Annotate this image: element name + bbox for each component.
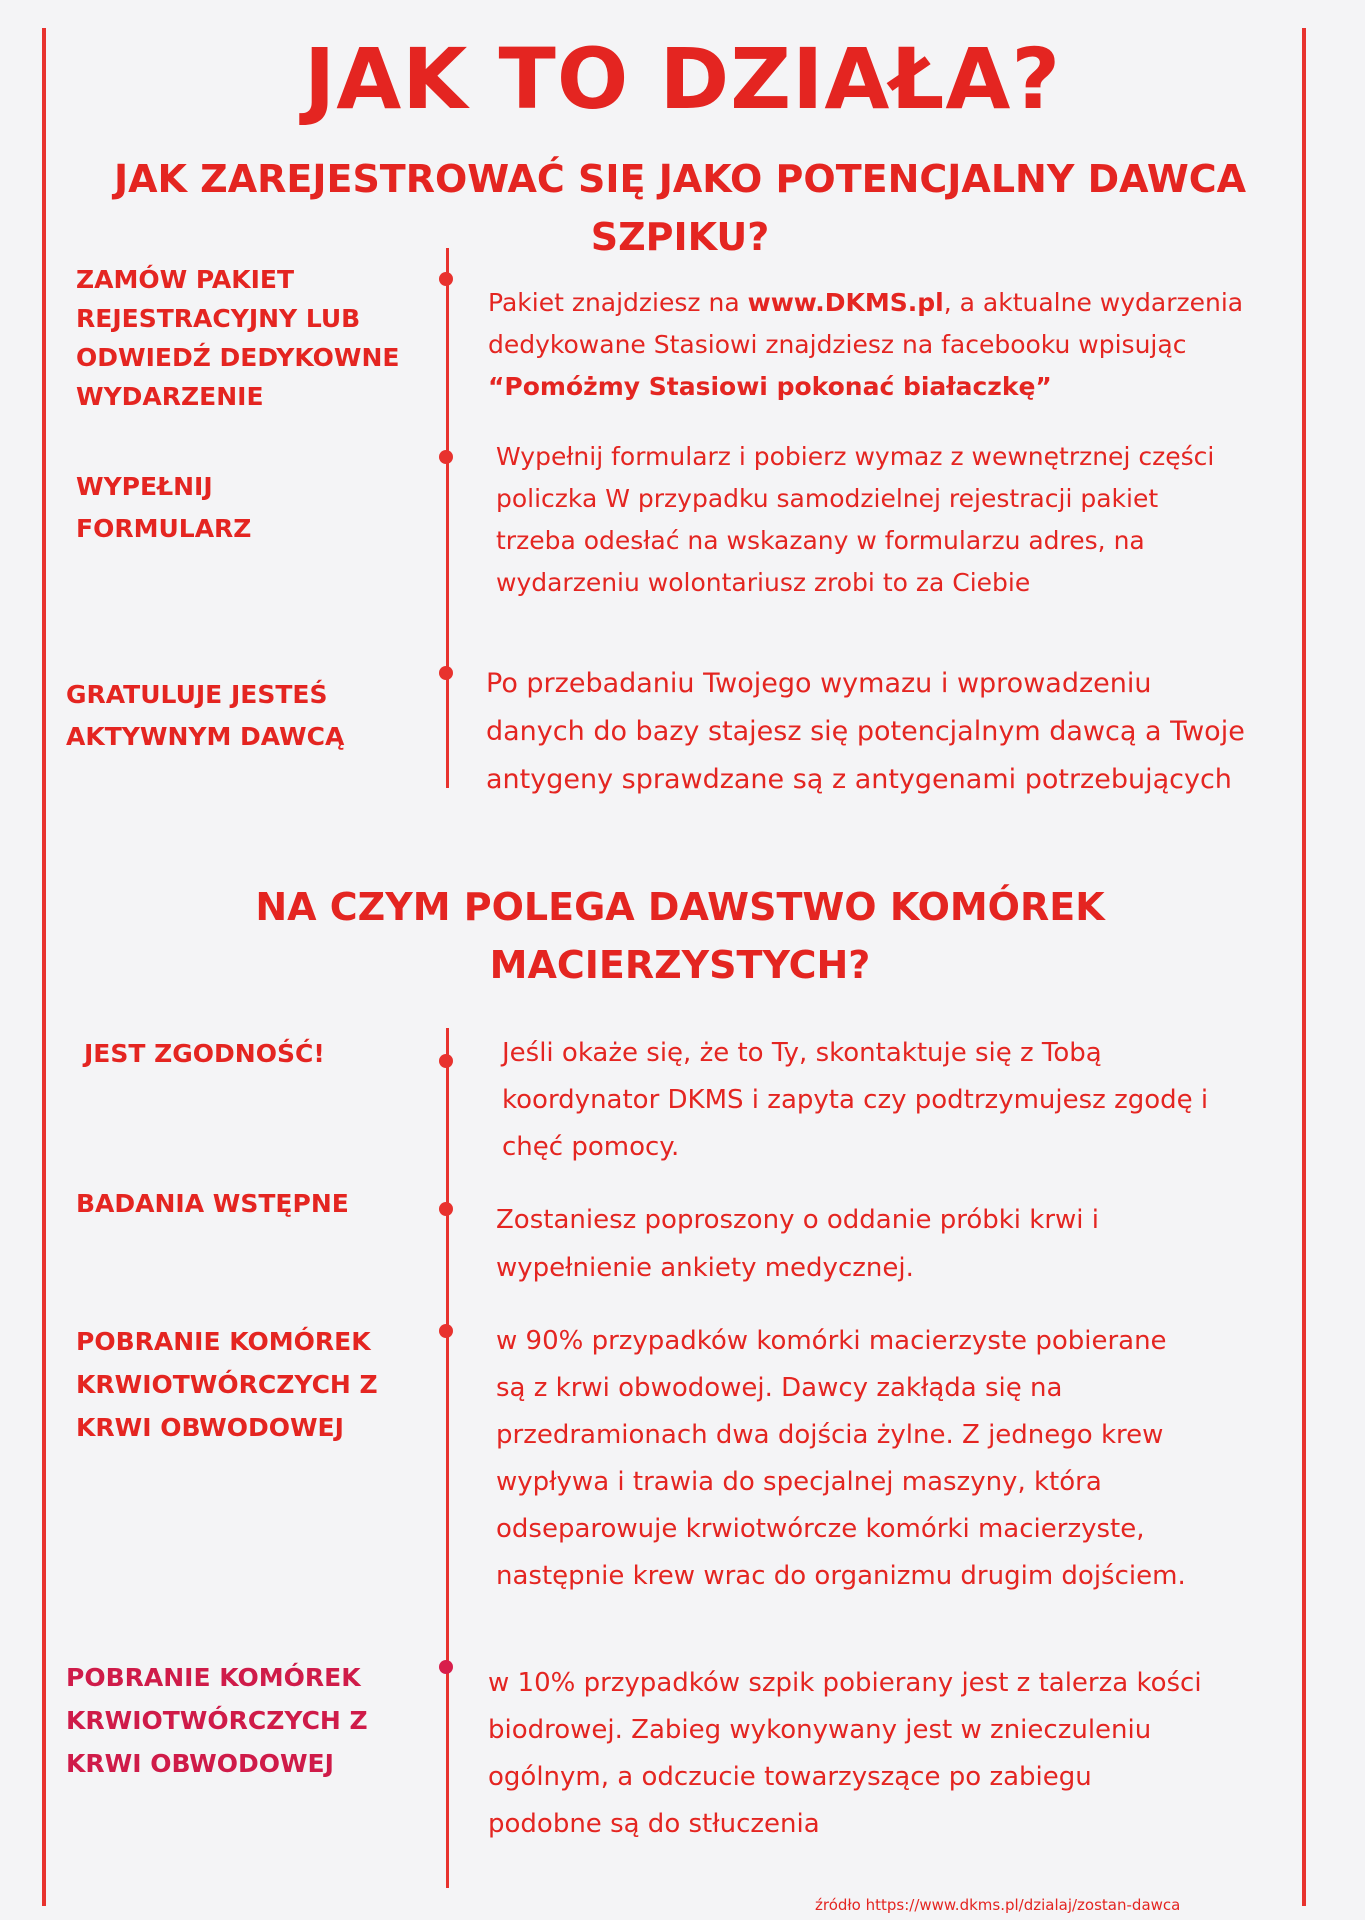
timeline-section2 [446,1028,449,1888]
step-label-line: ZAMÓW PAKIET [76,265,295,294]
dkms-link[interactable]: www.DKMS.pl [747,288,944,317]
step-label-bone-marrow [66,1656,368,1785]
timeline-section1 [446,248,449,788]
step-label-line: REJESTRACYJNY LUB [76,304,361,333]
step-label-line: BADANIA WSTĘPNE [76,1189,349,1218]
step-label-line: POBRANIE KOMÓREK [76,1327,371,1356]
step-text-match: Jeśli okaże się, że to Ty, skontaktuje się z Tobą koordynator DKMS i zapyta czy podtrzymujesz zgodę i chęć pomocy. [502,1038,1209,1162]
step-text-part: Pakiet znajdziesz na [488,288,748,317]
step-label-line: AKTYWNYM DAWCĄ [66,722,345,751]
step-label-line: KRWIOTWÓRCZYCH Z [66,1706,368,1735]
step-label-line: KRWIOTWÓRCZYCH Z [76,1370,378,1399]
step-label-order-package [76,260,400,416]
timeline-dot [439,1054,453,1068]
section2-heading [140,878,1220,994]
facebook-search-phrase: “Pomóżmy Stasiowi pokonać białaczkę” [488,372,1052,401]
step-label-fill-form [76,466,251,550]
timeline-dot [439,666,453,680]
section1-heading-line1: JAK ZAREJESTROWAĆ SIĘ JAKO POTENCJALNY DAWCA [113,157,1247,201]
source-note: źródło https://www.dkms.pl/dzialaj/zostan-dawca [815,1896,1181,1914]
section1-heading-line2: SZPIKU? [590,215,770,259]
step-label-line: FORMULARZ [76,514,252,543]
timeline-dot [439,1202,453,1216]
step-label-line: GRATULUJE JESTEŚ [66,680,328,709]
step-label-peripheral-blood [76,1320,378,1449]
step-label-line: JEST ZGODNOŚĆ! [84,1039,325,1068]
timeline-dot [439,272,453,286]
step-label-preliminary-tests [76,1184,349,1223]
step-label-line: ODWIEDŹ DEDYKOWNE [76,343,400,372]
left-border-line [42,28,46,1906]
step-label-line: KRWI OBWODOWEJ [66,1749,334,1778]
step-label-line: WYPEŁNIJ [76,472,213,501]
step-text-order-package [488,282,1288,408]
step-text-peripheral-blood: w 90% przypadków komórki macierzyste pobierane są z krwi obwodowej. Dawcy zakłąda się na przedramionach dwa dojścia żylne. Z jednego krew wypływa i trawia do specjalnej maszyny, która odseparowuje krwiotwórcze komórki macierzyste, następnie krew wrac do organizmu drugim dojściem. [496,1326,1186,1591]
timeline-dot [439,450,453,464]
timeline-dot [439,1324,453,1338]
step-text-preliminary-tests: Zostaniesz poproszony o oddanie próbki krwi i wypełnienie ankiety medycznej. [496,1205,1100,1283]
section2-heading-line2: MACIERZYSTYCH? [489,943,871,987]
step-label-line: POBRANIE KOMÓREK [66,1663,361,1692]
step-label-line: WYDARZENIE [76,382,264,411]
page-title: JAK TO DZIAŁA? [303,30,1062,128]
step-text-part: , a aktualne wydarzenia dedykowane Stasiowi znajdziesz na facebooku wpisując [488,288,1244,359]
section1-heading [80,150,1280,266]
step-label-active-donor [66,674,344,758]
right-border-line [1302,28,1306,1906]
step-text-bone-marrow: w 10% przypadków szpik pobierany jest z talerza kości biodrowej. Zabieg wykonywany jest w znieczuleniu ogólnym, a odczucie towarzyszące po zabiegu podobne są do stłuczenia [488,1668,1202,1839]
section2-heading-line1: NA CZYM POLEGA DAWSTWO KOMÓREK [255,885,1105,929]
step-label-line: KRWI OBWODOWEJ [76,1413,344,1442]
step-text-active-donor: Po przebadaniu Twojego wymazu i wprowadzeniu danych do bazy stajesz się potencjalnym dawcą a Twoje antygeny sprawdzane są z antygenami potrzebujących [486,668,1245,795]
step-label-match [84,1034,325,1073]
step-text-fill-form: Wypełnij formularz i pobierz wymaz z wewnętrznej części policzka W przypadku samodzielnej rejestracji pakiet trzeba odesłać na wskazany w formularzu adres, na wydarzeniu wolontariusz zrobi to za Ciebie [496,442,1215,597]
timeline-dot [439,1660,453,1674]
